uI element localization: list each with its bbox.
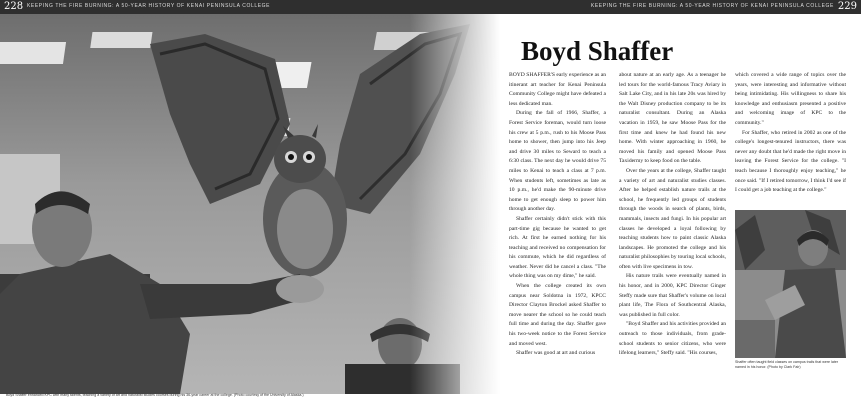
paragraph: For Shaffer, who retired in 2002 as one of the college's longest-tenured instructors, there was never any doubt that he'd made the right move in leaving the Forest Service for the college. "I teach because I thoroughly enjoy teaching," he once said. "If I retired tomorrow, I think I'd see if I could get a job teaching at the college." (735, 129, 846, 194)
main-photo-caption: Boyd Shaffer enhanced KPC with many talents, teaching a variety of art and naturalist studies courses during his 36-year career at the college. (Photo courtesy of the University of Alaska.) (6, 393, 304, 397)
paragraph: During the fall of 1966, Shaffer, a Forest Service foreman, would turn loose his crew at 5 p.m., rush to his Moose Pass home to shower, then jump into his Jeep and drive 30 miles to Seward to teach a 6:30 class. The next day he would drive 75 miles to Kenai to teach a class at 7 p.m. When students left, sometimes as late as 10 p.m., he'd make the 90-minute drive home to get enough sleep to power him through another day. (509, 110, 606, 213)
article-column-3 (735, 71, 846, 196)
paragraph: His nature trails were eventually named in his honor, and in 2000, KPC Director Ginger Steffy made sure that Shaffer's volume on local plant life, The Flora of Southcentral Alaska, was published in full color. (619, 273, 726, 318)
running-title-right: KEEPING THE FIRE BURNING: A 50-YEAR HISTORY OF KENAI PENINSULA COLLEGE (590, 3, 834, 9)
owl-teacher-photo (0, 14, 500, 394)
article-title: Boyd Shaffer (521, 36, 674, 66)
page-number-right: 229 (837, 1, 857, 12)
article-column-2 (619, 71, 726, 359)
page-header (0, 0, 861, 14)
paragraph: Shaffer certainly didn't stick with this part-time gig because he wanted to get rich. At first he earned nothing for his teaching and received no compensation for his commute, which he did regardless of weather. Never did he cancel a class. "The whole thing was on my dime," he said. (509, 215, 606, 280)
article-column-1 (509, 71, 606, 359)
paragraph: "Boyd Shaffer and his activities provided an outreach to those individuals, from grade-school students to senior citizens, who were lifelong learners," Steffy said. "His courses, (619, 321, 726, 357)
paragraph: Shaffer was good at art and curious (516, 350, 596, 357)
running-title-left: KEEPING THE FIRE BURNING: A 50-YEAR HISTORY OF KENAI PENINSULA COLLEGE (27, 3, 271, 9)
side-photo-caption: Shaffer often taught field classes on campus trails that were later named in his honor. (Photo by Clark Fair) (735, 360, 839, 369)
page-number-left: 228 (4, 1, 24, 12)
paragraph: Over the years at the college, Shaffer taught a variety of art and naturalist studies classes. After he helped establish nature trails at the school, he frequently led groups of students through the woods in search of plants, birds, mammals, insects and fungi. In his popular art classes he developed a loyal following by teaching students how to paint classic Alaska landscapes. He promoted the college and his naturalist philosophies by touring local schools, often with live specimens in tow. (619, 167, 726, 270)
paragraph: When the college created its own campus near Soldotna in 1972, KPCC Director Clayton Brockel asked Shaffer to move nearer the school so he could teach full time and during the day. Shaffer gave his two-week notice to the Forest Service and moved west. (509, 283, 606, 347)
paragraph: about nature at an early age. As a teenager he led tours for the world-famous Tracy Aviary in Salt Lake City, and in his late 20s was hired by the Walt Disney production company to be its naturalist consultant. During an Alaska vacation in 1959, he saw Moose Pass for the first time and knew he had found his new home. With winter approaching in 1960, he moved his family and opened Moose Pass Taxidermy to keep food on the table. (619, 72, 726, 165)
paragraph: which covered a wide range of topics over the years, were interesting and informative without being intimidating. His willingness to share his knowledge and enthusiasm presented a positive and welcoming image of KPC to the community." (735, 72, 846, 126)
paragraph: BOYD SHAFFER'S early experience as an itinerant art teacher for Kenai Peninsula Community College might have defeated a less dedicated man. (509, 72, 606, 107)
field-class-photo (735, 210, 846, 358)
